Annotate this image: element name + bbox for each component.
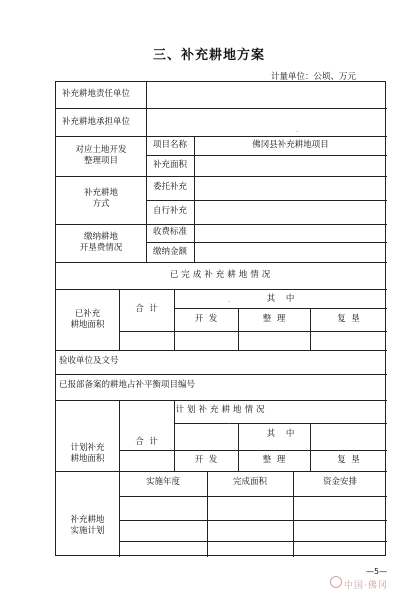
- completed-among-label: 其 中: [266, 294, 295, 304]
- planned-reorg-label: 整 理: [262, 455, 286, 465]
- completed-reclaim-label: 复 垦: [337, 314, 360, 324]
- implementation-group-label: 补充耕地 实施计划: [70, 515, 105, 536]
- watermark: 中国·佛冈: [344, 581, 388, 591]
- method-group-label: 补充耕地 方式: [83, 188, 118, 209]
- planned-among-label: 其 中: [266, 429, 295, 439]
- page-title: 三、补充耕地方案: [152, 48, 265, 63]
- undertaking-unit-label: 补充耕地承担单位: [62, 117, 131, 127]
- acceptance-label: 验收单位及文号: [59, 356, 119, 366]
- project-name-value: 佛冈县补充耕地项目: [252, 140, 329, 150]
- planned-section-title: 计划补充耕地情况: [175, 405, 268, 415]
- watermark-emblem-icon: [330, 576, 342, 588]
- responsible-unit-label: 补充耕地责任单位: [62, 89, 131, 99]
- filed-project-label: 已报部备案的耕地占补平衡项目编号: [59, 380, 196, 390]
- implementation-area-label: 完成面积: [232, 477, 267, 487]
- completed-dev-label: 开 发: [194, 314, 218, 324]
- project-area-label: 补充面积: [153, 160, 188, 170]
- implementation-year-label: 实施年度: [145, 477, 180, 487]
- project-group-label: 对应土地开发 整理项目: [75, 145, 127, 166]
- supplementary-farmland-form: 补充耕地责任单位 补充耕地承担单位 对应土地开发 整理项目 项目名称 佛冈县补充耕地项目 补充面积 补充耕地 方式 委托补充 自行补充 缴纳耕地 开垦费情况 收费标准 缴纳金额 已完成补充耕地情况 已补充 耕地面积 合 计 其 中 开 发 整 理 复 垦 验收单位及文号 已报部备案的耕地占补平衡项目编号 计划补充耕地情况 计划补充 耕地面积 合 计 其 中 开 发 整 理 复 垦 补充耕地 实施计划 实施年度 完成面积 资金安排 · · ·: [55, 81, 386, 556]
- planned-area-label: 计划补充 耕地面积: [70, 443, 105, 464]
- page-number: —5—: [366, 567, 388, 576]
- fee-amount-label: 缴纳金额: [153, 247, 188, 257]
- planned-total-label: 合 计: [135, 437, 158, 447]
- completed-section-title: 已完成补充耕地情况: [169, 270, 274, 280]
- completed-area-label: 已补充 耕地面积: [70, 309, 105, 330]
- unit-note: 计量单位：公顷、万元: [270, 72, 356, 82]
- planned-reclaim-label: 复 垦: [337, 455, 360, 465]
- completed-total-label: 合 计: [135, 304, 158, 314]
- planned-dev-label: 开 发: [194, 455, 218, 465]
- method-entrusted-label: 委托补充: [153, 182, 188, 192]
- implementation-funds-label: 资金安排: [322, 477, 357, 487]
- completed-reorg-label: 整 理: [262, 314, 286, 324]
- fee-standard-label: 收费标准: [153, 227, 188, 237]
- method-self-label: 自行补充: [153, 206, 188, 216]
- project-name-label: 项目名称: [153, 140, 188, 150]
- fee-group-label: 缴纳耕地 开垦费情况: [79, 232, 123, 253]
